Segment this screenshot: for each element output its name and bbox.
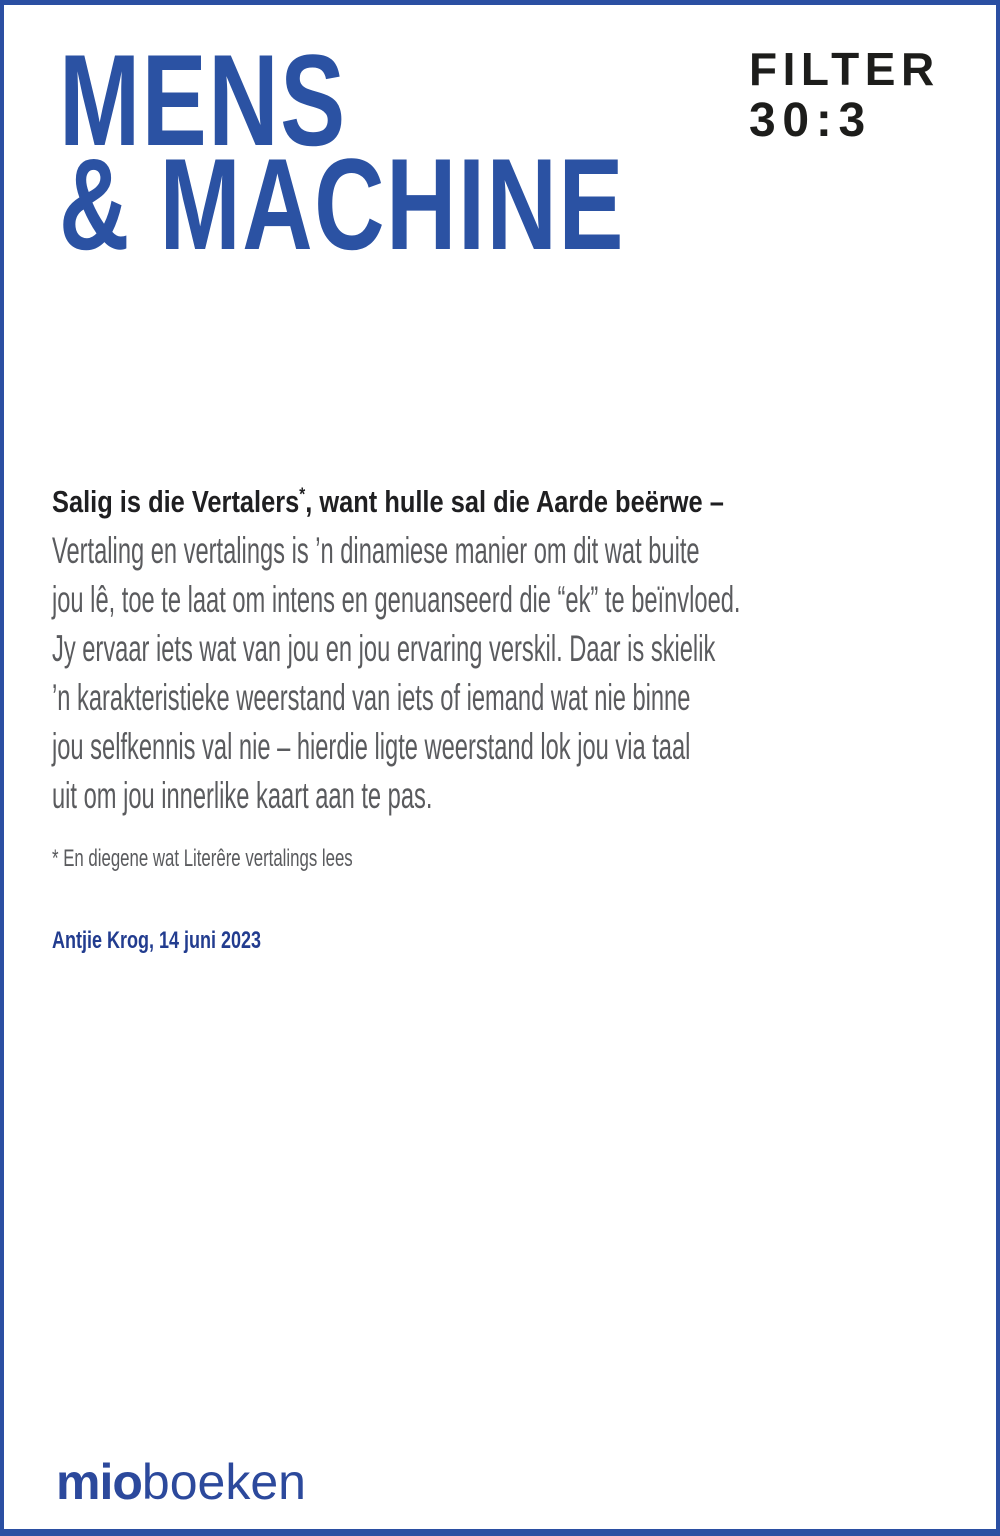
quote-block (52, 477, 962, 820)
quote-body-line-text: Jy ervaar iets wat van jou en jou ervaring verskil. Daar is skielik (52, 628, 716, 669)
publisher-logo-bold: mio (56, 1454, 142, 1510)
attribution-text: Antjie Krog, 14 juni 2023 (52, 927, 262, 954)
quote-body-line (52, 575, 962, 624)
quote-body-line-text: jou lê, toe te laat om intens en genuanseerd die “ek” te beïnvloed. (52, 579, 741, 620)
footnote-text: * En diegene wat Literêre vertalings lees (52, 845, 353, 872)
publisher-logo (56, 1454, 306, 1510)
quote-body-line-text: uit om jou innerlike kaart aan te pas. (52, 775, 433, 816)
quote-bold-intro: Salig is die Vertalers (52, 484, 300, 519)
quote-body-line-text: Vertaling en vertalings is ’n dinamiese manier om dit wat buite (52, 530, 700, 571)
quote-bold-rest: , want hulle sal die Aarde beërwe – (305, 484, 724, 519)
quote-asterisk: * (299, 483, 306, 505)
quote-body-line (52, 771, 962, 820)
quote-body-line (52, 722, 962, 771)
footnote (52, 845, 482, 873)
quote-body-line-text: ’n karakteristieke weerstand van iets of iemand wat nie binne (52, 677, 691, 718)
quote-body-line (52, 526, 962, 575)
cover-title-line-2 (59, 131, 814, 277)
quote-body-line-text: jou selfkennis val nie – hierdie ligte weerstand lok jou via taal (52, 726, 691, 767)
quote-bold-line (52, 477, 962, 526)
magazine-issue-number: 30:3 (749, 94, 872, 148)
attribution (52, 927, 331, 955)
quote-body-line (52, 624, 962, 673)
publisher-logo-light: boeken (141, 1454, 306, 1510)
magazine-logo (749, 43, 940, 148)
cover-title-text-2: & MACHINE (59, 131, 625, 277)
cover-title-text-1: MENS (59, 27, 347, 173)
magazine-name: FILTER (749, 43, 940, 95)
quote-bold-line-text (52, 477, 724, 526)
quote-body-line (52, 673, 962, 722)
